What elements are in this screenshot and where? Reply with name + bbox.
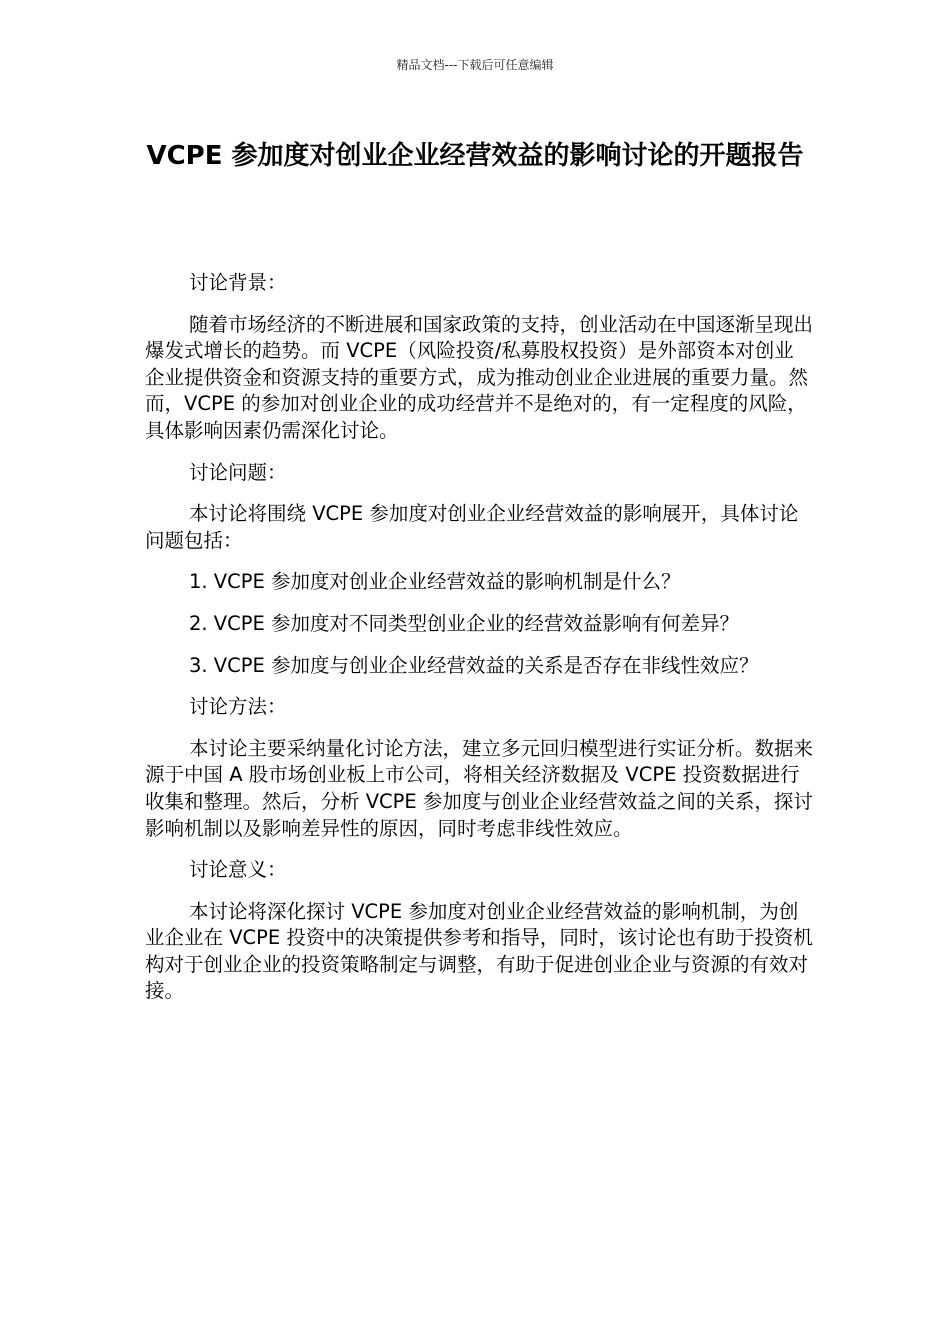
paragraph-methods: 本讨论主要采纳量化讨论方法，建立多元回归模型进行实证分析。数据来源于中国 A 股市场创业板上市公司，将相关经济数据及 VCPE 投资数据进行收集和整理。然后，分析 VCPE 参加度与创业企业经营效益之间的关系，探讨影响机制以及影响差异性的原因，同时考虑非线性效应。 xyxy=(145,736,814,840)
paragraph-questions-intro: 本讨论将围绕 VCPE 参加度对创业企业经营效益的影响展开，具体讨论问题包括： xyxy=(145,502,799,552)
question-item-2: 2. VCPE 参加度对不同类型创业企业的经营效益影响有何差异？ xyxy=(189,611,740,635)
paragraph-background: 随着市场经济的不断进展和国家政策的支持，创业活动在中国逐渐呈现出爆发式增长的趋势。而 VCPE（风险投资/私募股权投资）是外部资本对创业企业提供资金和资源支持的重要方式，成为推动创业企业进展的重要力量。然而，VCPE 的参加对创业企业的成功经营并不是绝对的，有一定程度的风险，具体影响因素仍需深化讨论。 xyxy=(145,312,814,442)
section-heading-methods: 讨论方法： xyxy=(189,695,287,719)
page-header: 精品文档---下载后可任意编辑 xyxy=(396,58,554,72)
section-heading-questions: 讨论问题： xyxy=(189,460,287,484)
question-item-1: 1. VCPE 参加度对创业企业经营效益的影响机制是什么？ xyxy=(189,570,681,594)
paragraph-significance: 本讨论将深化探讨 VCPE 参加度对创业企业经营效益的影响机制，为创业企业在 VCPE 投资中的决策提供参考和指导，同时，该讨论也有助于投资机构对于创业企业的投资策略制定与调整，有助于促进创业企业与资源的有效对接。 xyxy=(145,899,813,1003)
question-item-3: 3. VCPE 参加度与创业企业经营效益的关系是否存在非线性效应？ xyxy=(189,653,759,677)
document-title: VCPE 参加度对创业企业经营效益的影响讨论的开题报告 xyxy=(146,141,804,171)
section-heading-background: 讨论背景： xyxy=(189,271,287,294)
section-heading-significance: 讨论意义： xyxy=(189,858,287,882)
document-body xyxy=(145,270,813,1020)
